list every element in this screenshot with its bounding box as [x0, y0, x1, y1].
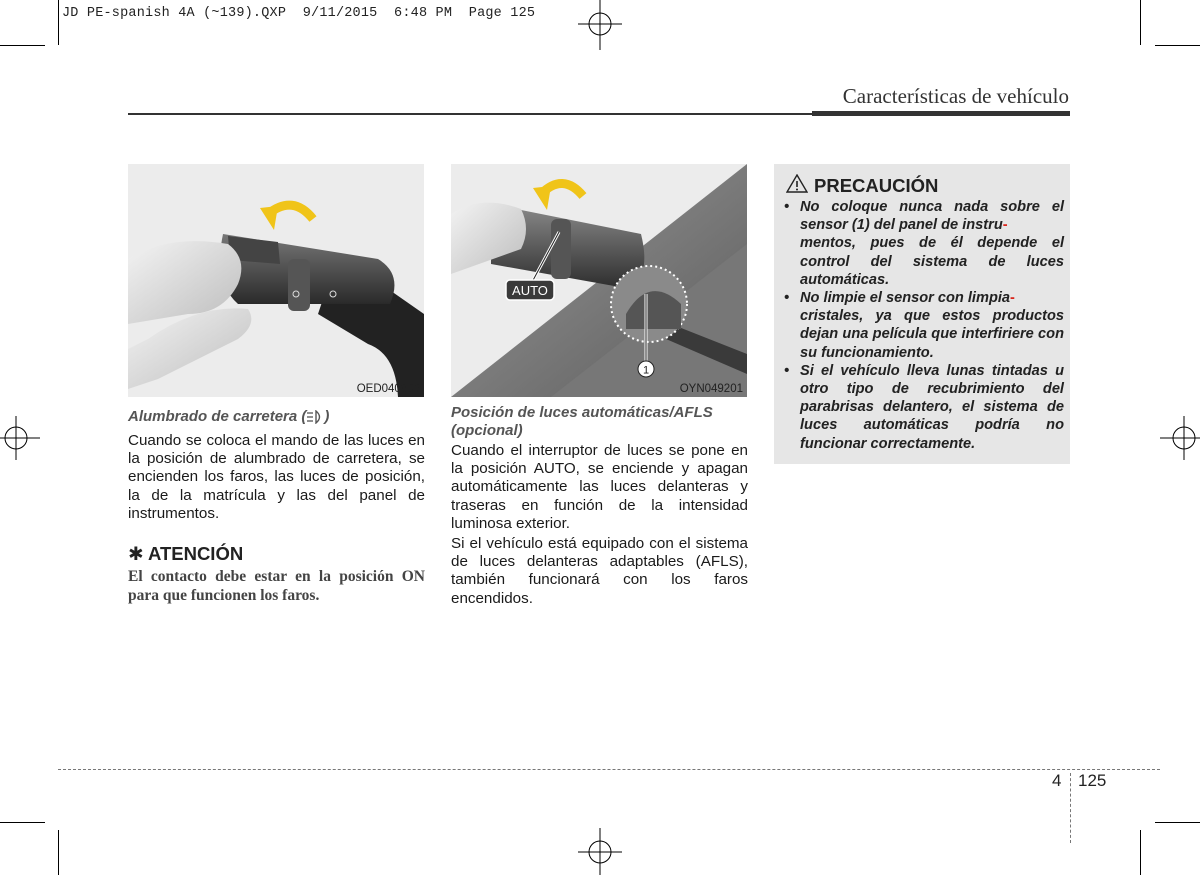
caution-heading: [786, 174, 938, 198]
caution-box: [774, 164, 1070, 464]
atencion-title: ✱ ATENCIÓN: [128, 543, 244, 565]
registration-mark-left: [0, 408, 40, 468]
atencion-body: El contacto debe estar en la posición ON para que funcionen los faros.: [128, 568, 425, 605]
footer-divider: [1070, 773, 1071, 843]
caution-list: [784, 198, 1064, 453]
headlight-lever-illustration: [128, 164, 424, 397]
figure-code: OYN049201: [679, 383, 743, 395]
caption-auto-position: Posición de luces automáticas/AFLS (opcional): [451, 404, 713, 439]
left-column: [128, 408, 425, 605]
middle-column: [451, 404, 748, 608]
caution-title: PRECAUCIÓN: [814, 175, 939, 196]
auto-label: AUTO: [512, 283, 548, 298]
header-rule-accent: [812, 111, 1070, 116]
auto-para-1: Cuando el interruptor de luces se pone en la posición AUTO, se enciende y apagan automáticamente las luces delanteras y traseras en función de la intensidad luminosa exterior.: [451, 442, 748, 532]
caution-item: • No limpie el sensor con limpia- cristales, ya que estos productos dejan una película que interfiriere con su funcionamiento.: [784, 289, 1064, 362]
registration-mark-right: [1160, 408, 1200, 468]
chapter-number: 4: [1052, 771, 1062, 790]
auto-para-2: Si el vehículo está equipado con el sistema de luces delanteras adaptables (AFLS), también funcionará con los faros encendidos.: [451, 535, 748, 607]
callout-number: 1: [642, 364, 650, 377]
warning-triangle-icon: [786, 174, 808, 198]
auto-lever-illustration: [451, 164, 747, 397]
hyphen-mark: -: [1002, 217, 1008, 234]
print-slug: JD PE-spanish 4A (~139).QXP 9/11/2015 6:48 PM Page 125: [62, 6, 536, 21]
caption-high-beam: Alumbrado de carretera ( ): [128, 408, 425, 429]
high-beam-body: Cuando se coloca el mando de las luces en la posición de alumbrado de carretera, se encienden los faros, las luces de posición, la de la matrícula y las del panel de instrumentos.: [128, 432, 425, 522]
figure-auto-switch: [451, 164, 747, 397]
headlight-icon: [306, 410, 324, 429]
registration-mark-bottom: [570, 828, 630, 875]
hyphen-mark: -: [1010, 290, 1015, 307]
caution-item: • Si el vehículo lleva lunas tintadas u otro tipo de recubrimiento del parabrisas delantero, el sistema de luces automáticas podría no funcionar correctamente.: [784, 362, 1064, 453]
caution-item: • No coloque nunca nada sobre el sensor (1) del panel de instru- mentos, pues de él depende el control del sistema de luces automáticas.: [784, 198, 1064, 289]
figure-headlight-switch: [128, 164, 424, 397]
header-rule: [128, 113, 812, 115]
registration-mark-top: [570, 0, 630, 50]
section-title: Características de vehículo: [842, 84, 1069, 108]
footer-rule: [58, 769, 1160, 770]
figure-code: OED040800: [356, 383, 420, 395]
page-number: 125: [1078, 771, 1107, 790]
